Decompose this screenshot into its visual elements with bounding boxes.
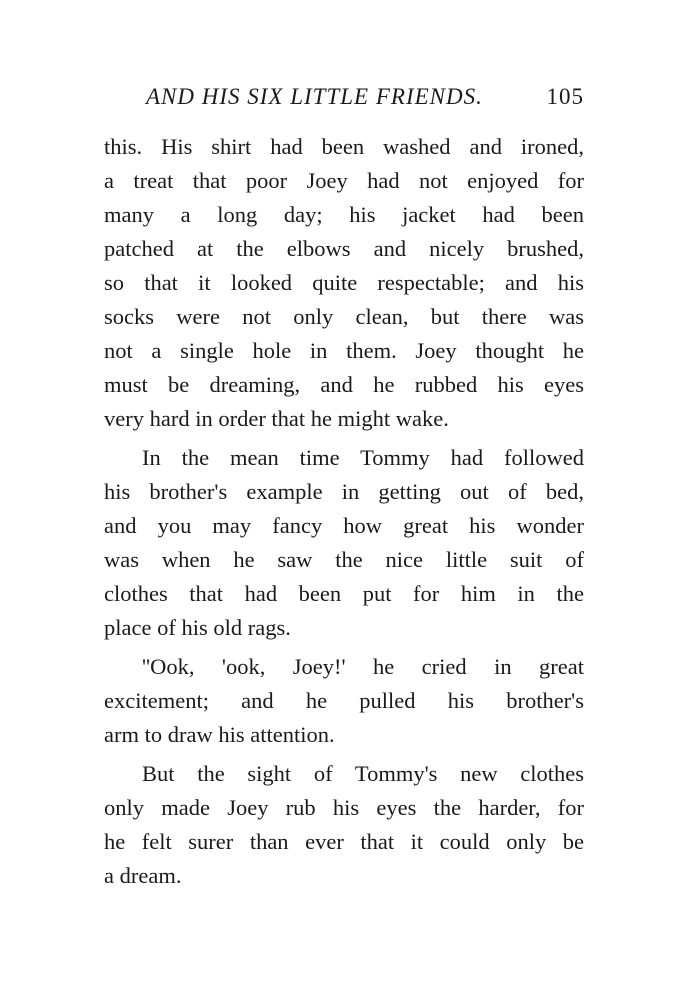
text-line: this. His shirt had been washed and ironed, [104,134,584,159]
text-line: many a long day; his jacket had been [104,202,584,227]
text-line: ''Ook, 'ook, Joey!' he cried in great [142,654,584,679]
text-line: must be dreaming, and he rubbed his eyes [104,372,584,397]
text-line: a dream. [104,863,182,888]
text-line: only made Joey rub his eyes the harder, for [104,795,584,820]
paragraph-2 [104,441,584,645]
text-line: was when he saw the nice little suit of [104,547,584,572]
text-line: he felt surer than ever that it could only be [104,829,584,854]
text-line: his brother's example in getting out of bed, [104,479,584,504]
text-line: so that it looked quite respectable; and his [104,270,584,295]
text-line: and you may fancy how great his wonder [104,513,584,538]
text-line: arm to draw his attention. [104,722,335,747]
text-line: socks were not only clean, but there was [104,304,584,329]
body-text [104,130,584,898]
running-head [104,80,584,114]
text-line: patched at the elbows and nicely brushed, [104,236,584,261]
text-line: a treat that poor Joey had not enjoyed for [104,168,584,193]
page-number: 105 [546,84,584,109]
paragraph-3 [104,650,584,752]
text-line: very hard in order that he might wake. [104,406,449,431]
running-title: AND HIS SIX LITTLE FRIENDS. [146,84,483,109]
text-line: place of his old rags. [104,615,291,640]
paragraph-4 [104,757,584,893]
text-line: But the sight of Tommy's new clothes [142,761,584,786]
paragraph-1 [104,130,584,436]
text-line: excitement; and he pulled his brother's [104,688,584,713]
text-line: clothes that had been put for him in the [104,581,584,606]
text-line: In the mean time Tommy had followed [142,445,584,470]
text-line: not a single hole in them. Joey thought he [104,338,584,363]
